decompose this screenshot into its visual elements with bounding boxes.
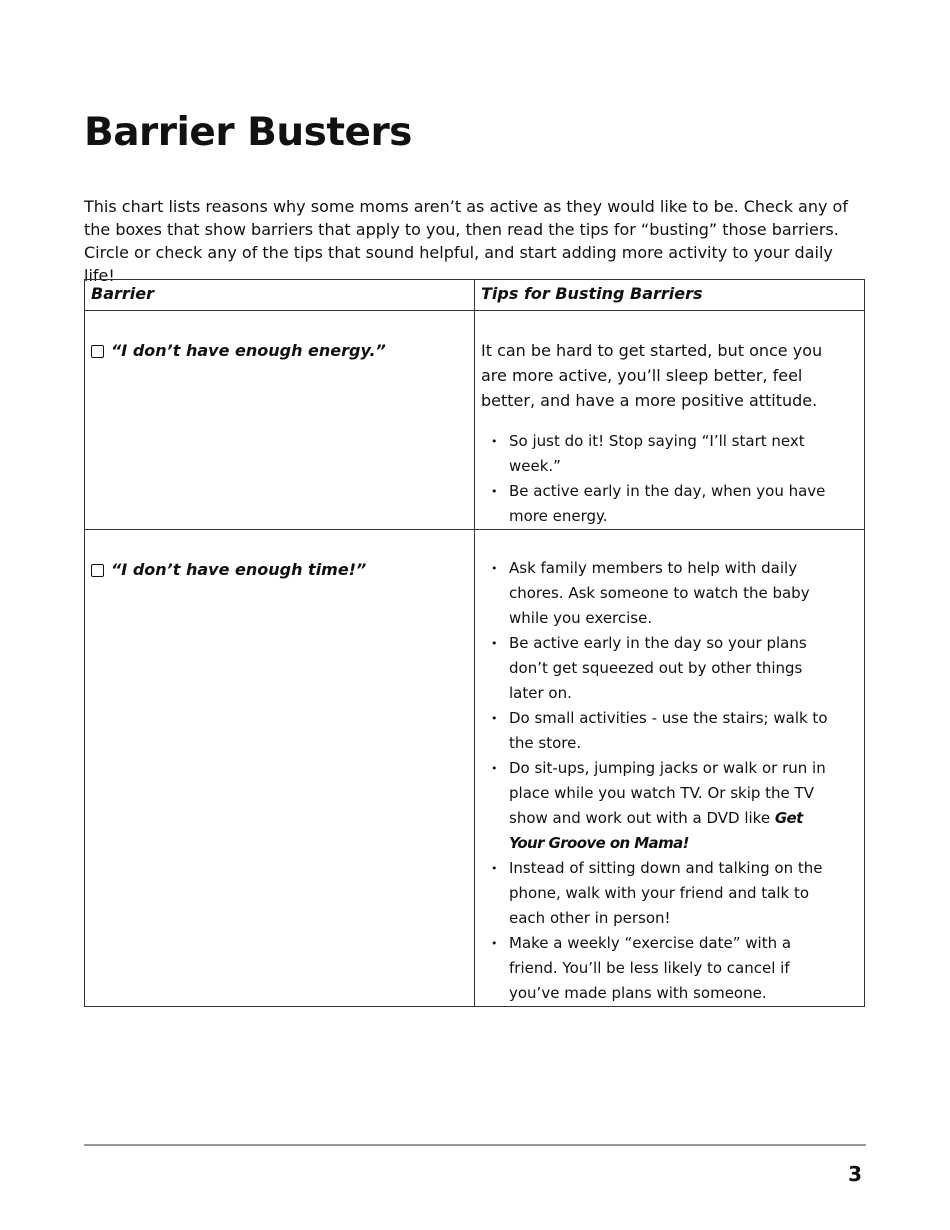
list-item: • Do small activities - use the stairs; walk to the store. <box>481 706 858 756</box>
intro-paragraph: This chart lists reasons why some moms aren’t as active as they would like to be. Check any of the boxes that show barriers that apply to you, then read the tips for “busting” those barriers. Circle or check any of the tips that sound helpful, and start adding more activity to your daily life! <box>84 197 848 285</box>
list-item: • Make a weekly “exercise date” with a friend. You’ll be less likely to cancel if you’ve made plans with someone. <box>481 931 858 1006</box>
time-tips-list <box>481 556 858 1006</box>
energy-tips-list <box>481 429 858 529</box>
list-item: • Be active early in the day so your plans don’t get squeezed out by other things later on. <box>481 631 858 706</box>
table-header-row <box>85 280 865 311</box>
dvd-tip-text: Do sit-ups, jumping jacks or walk or run in place while you watch TV. Or skip the TV show and work out with a DVD like <box>509 759 826 827</box>
time-checkbox[interactable] <box>91 564 104 577</box>
barrier-energy <box>91 341 468 361</box>
energy-lead-text: It can be hard to get started, but once you are more active, you’ll sleep better, feel better, and have a more positive attitude. <box>481 341 823 410</box>
header-barrier: Barrier <box>85 280 475 311</box>
barrier-chart <box>84 279 865 1007</box>
energy-checkbox[interactable] <box>91 345 104 358</box>
table-row <box>85 311 865 530</box>
dvd-title: Get Your Groove on Mama! <box>509 809 803 852</box>
list-item: • Instead of sitting down and talking on the phone, walk with your friend and talk to each other in person! <box>481 856 858 931</box>
table-row <box>85 530 865 1007</box>
footer-divider <box>84 1144 866 1146</box>
page-number: 3 <box>848 1162 862 1186</box>
list-item <box>481 756 858 856</box>
tips-cell <box>475 311 865 530</box>
page-title: Barrier Busters <box>84 110 412 155</box>
barrier-cell <box>85 311 475 530</box>
list-item: • Be active early in the day, when you have more energy. <box>481 479 858 529</box>
header-tips: Tips for Busting Barriers <box>475 280 865 311</box>
barrier-time <box>91 560 468 580</box>
list-item: • So just do it! Stop saying “I’ll start next week.” <box>481 429 858 479</box>
barrier-cell <box>85 530 475 1007</box>
barrier-time-label: “I don’t have enough time!” <box>111 560 367 579</box>
barrier-energy-label: “I don’t have enough energy.” <box>111 341 386 360</box>
list-item: • Ask family members to help with daily chores. Ask someone to watch the baby while you exercise. <box>481 556 858 631</box>
tips-cell <box>475 530 865 1007</box>
